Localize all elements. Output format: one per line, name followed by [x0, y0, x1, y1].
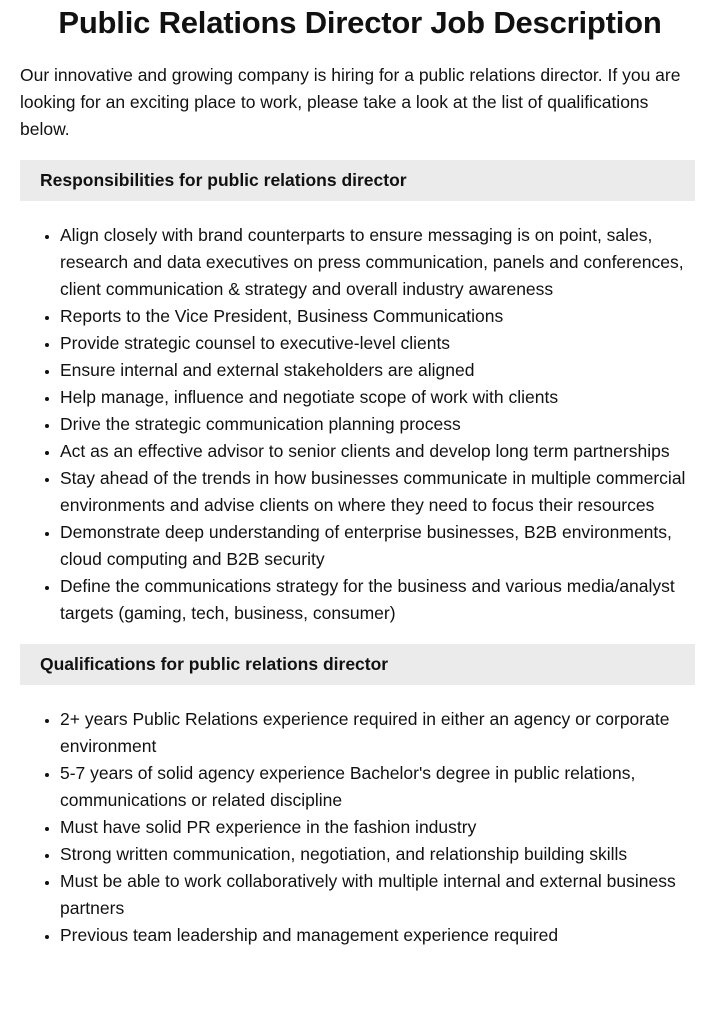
qualifications-heading: Qualifications for public relations director	[20, 644, 695, 685]
list-item: • Previous team leadership and management experience required	[60, 922, 700, 949]
list-item: • Drive the strategic communication planning process	[60, 411, 700, 438]
responsibilities-heading: Responsibilities for public relations director	[20, 160, 695, 201]
list-item: • Must have solid PR experience in the fashion industry	[60, 814, 700, 841]
list-item: • Provide strategic counsel to executive-level clients	[60, 330, 700, 357]
list-item: • Align closely with brand counterparts to ensure messaging is on point, sales, research and data executives on press communication, panels and conferences, client communication & strategy and overall industry awareness	[60, 222, 700, 303]
qualifications-list	[0, 706, 720, 949]
list-item: • Help manage, influence and negotiate scope of work with clients	[60, 384, 700, 411]
page-title: Public Relations Director Job Description	[58, 5, 662, 40]
intro-paragraph: Our innovative and growing company is hiring for a public relations director. If you are looking for an exciting place to work, please take a look at the list of qualifications below.	[20, 65, 681, 139]
list-item: • 5-7 years of solid agency experience Bachelor's degree in public relations, communications or related discipline	[60, 760, 700, 814]
list-item: • Stay ahead of the trends in how businesses communicate in multiple commercial environments and advise clients on where they need to focus their resources	[60, 465, 700, 519]
list-item: • 2+ years Public Relations experience required in either an agency or corporate environment	[60, 706, 700, 760]
list-item: • Act as an effective advisor to senior clients and develop long term partnerships	[60, 438, 700, 465]
list-item: • Ensure internal and external stakeholders are aligned	[60, 357, 700, 384]
list-item: • Strong written communication, negotiation, and relationship building skills	[60, 841, 700, 868]
list-item: • Demonstrate deep understanding of enterprise businesses, B2B environments, cloud computing and B2B security	[60, 519, 700, 573]
list-item: • Must be able to work collaboratively with multiple internal and external business partners	[60, 868, 700, 922]
responsibilities-list	[0, 222, 720, 627]
list-item: • Define the communications strategy for the business and various media/analyst targets (gaming, tech, business, consumer)	[60, 573, 700, 627]
list-item: • Reports to the Vice President, Business Communications	[60, 303, 700, 330]
